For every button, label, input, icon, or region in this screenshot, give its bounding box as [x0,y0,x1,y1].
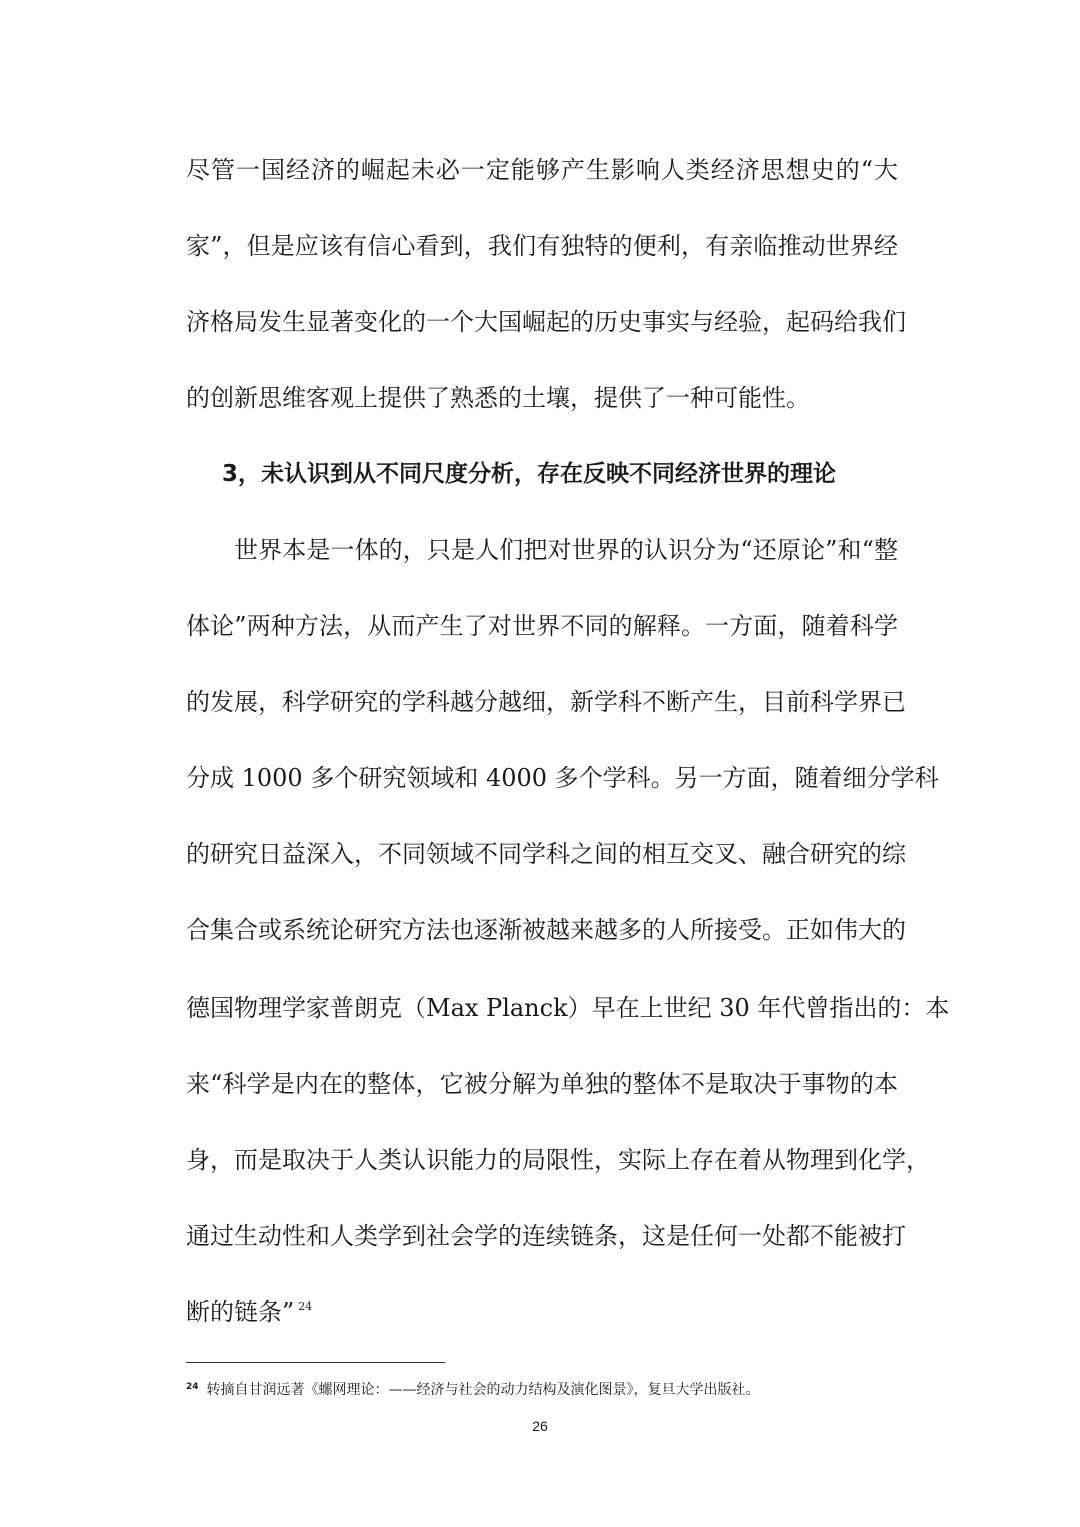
footnote [186,1377,760,1400]
footnote-reference[interactable]: 24 [298,1300,313,1313]
paragraph-2-line-9: 身，而是取决于人类认识能力的局限性，实际上存在着从物理到化学， [186,1146,930,1174]
footnote-text: 转摘自甘润远著《螺网理论：——经济与社会的动力结构及演化图景》，复旦大学出版社。 [206,1382,760,1398]
section-heading: 3，未认识到从不同尺度分析，存在反映不同经济世界的理论 [222,461,837,487]
paragraph-1-line-2: 家”，但是应该有信心看到，我们有独特的便利，有亲临推动世界经 [186,232,898,260]
paragraph-2-line-3: 的发展，科学研究的学科越分越细，新学科不断产生，目前科学界已 [186,688,906,716]
paragraph-1-line-4: 的创新思维客观上提供了熟悉的土壤，提供了一种可能性。 [186,384,810,412]
paragraph-2-line-8: 来“科学是内在的整体，它被分解为单独的整体不是取决于事物的本 [186,1070,898,1098]
paragraph-2-line-10: 通过生动性和人类学到社会学的连续链条，这是任何一处都不能被打 [186,1222,906,1250]
paragraph-2-line-4: 分成 1000 多个研究领域和 4000 多个学科。另一方面，随着细分学科 [186,764,939,792]
paragraph-2-line-7: 德国物理学家普朗克（Max Planck）早在上世纪 30 年代曾指出的：本 [186,994,950,1022]
paragraph-2-line-6: 合集合或系统论研究方法也逐渐被越来越多的人所接受。正如伟大的 [186,916,906,944]
paragraph-2-line-1: 世界本是一体的，只是人们把对世界的认识分为“还原论”和“整 [234,536,898,564]
paragraph-2-line-11 [186,1294,898,1330]
paragraph-2-line-5: 的研究日益深入，不同领域不同学科之间的相互交叉、融合研究的综 [186,840,906,868]
paragraph-1-line-3: 济格局发生显著变化的一个大国崛起的历史事实与经验，起码给我们 [186,308,906,336]
paragraph-2-line-11-text: 断的链条” [186,1298,295,1326]
footnote-number: 24 [186,1382,199,1392]
footnote-separator [186,1362,445,1363]
paragraph-1-line-1: 尽管一国经济的崛起未必一定能够产生影响人类经济思想史的“大 [186,156,898,184]
page-number: 26 [532,1418,548,1434]
paragraph-2-line-2: 体论”两种方法，从而产生了对世界不同的解释。一方面，随着科学 [186,612,898,640]
